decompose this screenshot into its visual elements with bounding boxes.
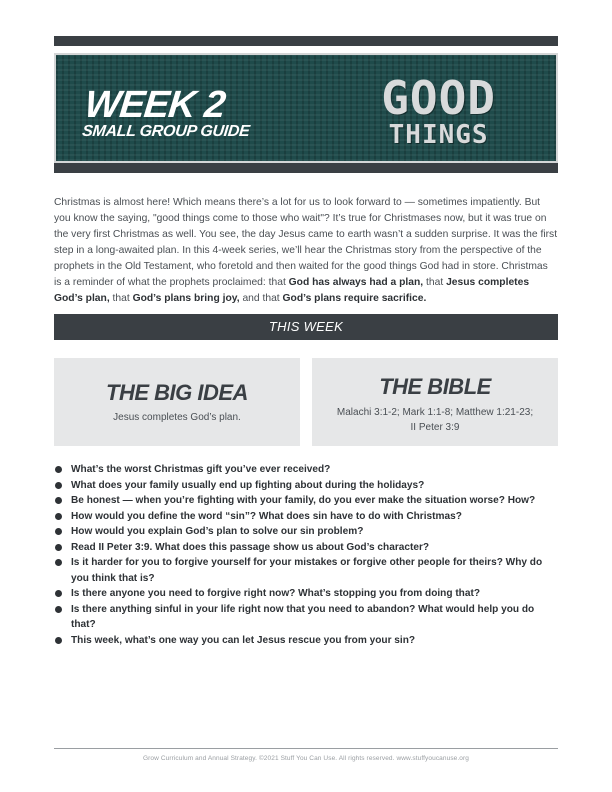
bible-reference-line2: II Peter 3:9 (410, 422, 460, 433)
bullet-icon (55, 466, 62, 473)
week-heading (81, 84, 254, 141)
intro-text-3: that (109, 293, 133, 304)
question-item (54, 540, 558, 556)
question-text: What’s the worst Christmas gift you’ve ever received? (71, 464, 331, 475)
intro-bold-3: God’s plans bring joy, (132, 293, 240, 304)
week-title: WEEK 2 (82, 84, 227, 126)
big-idea-text: Jesus completes God’s plan. (113, 412, 241, 423)
bullet-icon (55, 637, 62, 644)
intro-bold-1: God has always had a plan, (288, 277, 424, 288)
bullet-icon (55, 606, 62, 613)
footer-copyright: Grow Curriculum and Annual Strategy. ©2021 Stuff You Can Use. All rights reserved. www.stuffyoucanuse.org (142, 755, 469, 762)
question-text: Is it harder for you to forgive yourself for your mistakes or forgive other people for theirs? Why do you think that is? (71, 557, 543, 584)
question-item (54, 524, 558, 540)
question-item (54, 633, 558, 649)
bullet-icon (55, 513, 62, 520)
question-text: Be honest — when you’re fighting with your family, do you ever make the situation worse? How? (71, 495, 536, 506)
question-text: What does your family usually end up fighting about during the holidays? (71, 479, 425, 491)
series-title-line1: GOOD (381, 71, 496, 125)
big-idea-title: THE BIG IDEA (106, 380, 248, 405)
question-item (54, 462, 558, 478)
intro-bold-4: God’s plans require sacrifice. (282, 293, 427, 304)
question-item (54, 509, 558, 525)
big-idea-box (54, 358, 300, 446)
bullet-icon (55, 482, 62, 489)
bullet-icon (55, 544, 62, 551)
bible-title: THE BIBLE (379, 374, 491, 399)
question-item (54, 478, 558, 494)
question-text: How would you define the word “sin”? What does sin have to do with Christmas? (71, 510, 462, 522)
question-item (54, 602, 558, 633)
question-item (54, 586, 558, 602)
this-week-heading: THIS WEEK (54, 314, 558, 340)
question-text: Is there anything sinful in your life right now that you need to abandon? What would help you do that? (71, 603, 535, 630)
question-item (54, 493, 558, 509)
discussion-questions (54, 462, 558, 648)
bullet-icon (55, 590, 62, 597)
intro-paragraph (54, 195, 558, 307)
week-subtitle: SMALL GROUP GUIDE (81, 123, 251, 140)
footer-divider (54, 748, 558, 749)
bullet-icon (55, 497, 62, 504)
bottom-divider-bar (54, 163, 558, 173)
question-text: How would you explain God’s plan to solve our sin problem? (71, 526, 364, 537)
bible-references (312, 405, 558, 435)
question-text: Read II Peter 3:9. What does this passage show us about God’s character? (71, 541, 430, 553)
bible-reference-line1: Malachi 3:1-2; Mark 1:1-8; Matthew 1:21-23; (336, 407, 534, 418)
intro-text-2: that (423, 277, 447, 288)
question-item (54, 555, 558, 586)
intro-text-4: and that (239, 293, 283, 304)
bullet-icon (55, 559, 62, 566)
top-divider-bar (54, 36, 558, 46)
header-banner (54, 53, 558, 163)
intro-text-1: Christmas is almost here! Which means there’s a lot for us to look forward to — sometimes impatiently. But you know the saying, "good things come to those who wait"? It’s true for Christmases now, but it was true on the very first Christmas as well. You see, the day Jesus came to earth wasn’t a sudden surprise. It was the first step in a long-awaited plan. In this 4-week series, we’ll hear the Christmas story from the perspective of the prophets in the Old Testament, who foretold and then waited for the good things God had in store. Christmas is a reminder of what the prophets proclaimed: that (54, 197, 558, 288)
question-text: Is there anyone you need to forgive right now? What’s stopping you from doing that? (71, 588, 480, 599)
series-logo (381, 71, 496, 150)
bullet-icon (55, 528, 62, 535)
bible-box (312, 358, 558, 446)
series-title-line2: THINGS (388, 120, 489, 150)
question-text: This week, what’s one way you can let Jesus rescue you from your sin? (71, 634, 416, 646)
intro-bold-2: Jesus completes God’s plan, (54, 277, 530, 304)
